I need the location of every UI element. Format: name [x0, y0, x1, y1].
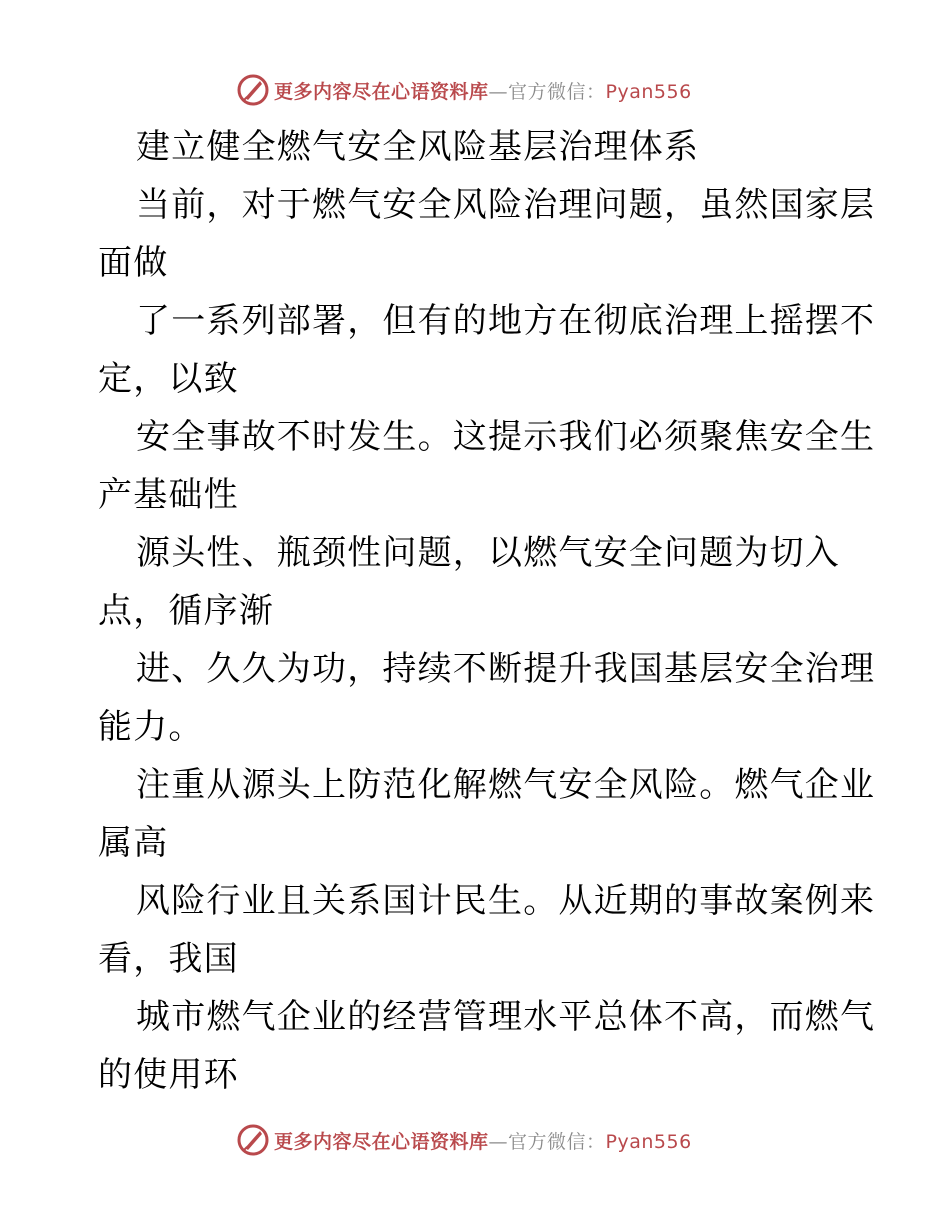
text-line: 定，以致	[98, 359, 239, 399]
text-line: 了一系列部署，但有的地方在彻底治理上摇摆不	[136, 301, 876, 341]
document-body	[98, 118, 876, 1104]
text-line: 面做	[98, 243, 169, 283]
text-line: 安全事故不时发生。这提示我们必须聚焦安全生	[136, 417, 876, 457]
watermark-wechat-id: Pyan556	[605, 80, 692, 103]
watermark-brand: 更多内容尽在心语资料库	[274, 80, 489, 103]
watermark-text	[274, 77, 692, 104]
text-line: 属高	[98, 823, 169, 863]
text-line: 进、久久为功，持续不断提升我国基层安全治理	[136, 649, 876, 689]
footer-watermark	[236, 1122, 692, 1158]
header-watermark	[236, 72, 692, 108]
watermark-wechat-id: Pyan556	[605, 1130, 692, 1153]
paragraph-heading: 建立健全燃气安全风险基层治理体系	[136, 127, 700, 167]
text-line: 点，循序渐	[98, 591, 274, 631]
watermark-wechat-label: 官方微信：	[508, 1130, 606, 1153]
watermark-dash: —	[488, 80, 509, 103]
text-line: 风险行业且关系国计民生。从近期的事故案例来	[136, 881, 876, 921]
text-line: 产基础性	[98, 475, 239, 515]
watermark-brand: 更多内容尽在心语资料库	[274, 1130, 489, 1153]
text-line: 源头性、瓶颈性问题，以燃气安全问题为切入	[136, 533, 840, 573]
text-line: 城市燃气企业的经营管理水平总体不高，而燃气	[136, 997, 876, 1037]
text-line: 能力。	[98, 707, 204, 747]
watermark-text	[274, 1127, 692, 1154]
text-line: 看，我国	[98, 939, 239, 979]
text-line: 的使用环	[98, 1055, 239, 1095]
watermark-wechat-label: 官方微信：	[508, 80, 606, 103]
watermark-dash: —	[488, 1130, 509, 1153]
quill-seal-icon	[236, 1123, 270, 1157]
text-line: 当前，对于燃气安全风险治理问题，虽然国家层	[136, 185, 876, 225]
text-line: 注重从源头上防范化解燃气安全风险。燃气企业	[136, 765, 876, 805]
quill-seal-icon	[236, 73, 270, 107]
